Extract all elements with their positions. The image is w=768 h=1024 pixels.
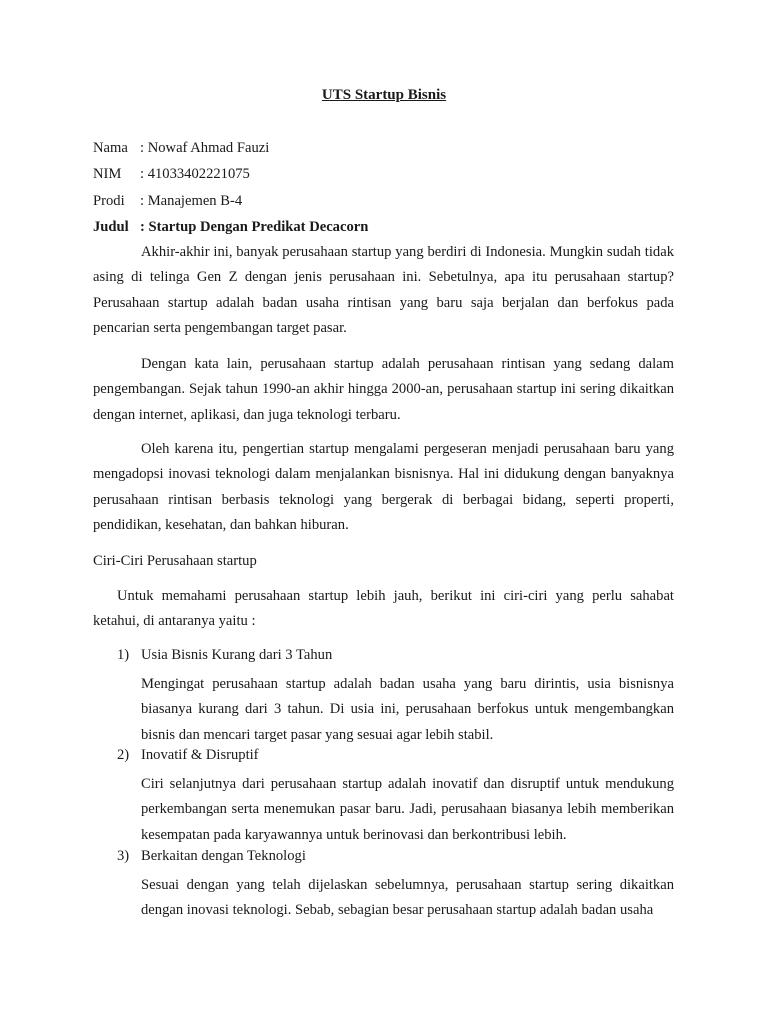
meta-value: : Startup Dengan Predikat Decacorn — [140, 219, 369, 235]
list-item-heading: Usia Bisnis Kurang dari 3 Tahun — [141, 647, 333, 663]
meta-row-prodi — [93, 193, 693, 210]
body-paragraph-1: Akhir-akhir ini, banyak perusahaan startup yang berdiri di Indonesia. Mungkin sudah tidak asing di telinga Gen Z dengan jenis perusahaan ini. Sebetulnya, apa itu perusahaan startup? Perusahaan startup adalah badan usaha rintisan yang baru saja berjalan dan berfokus pada pencarian serta pengembangan target pasar. — [93, 244, 674, 336]
meta-label: Nama — [93, 140, 128, 156]
section-intro: Untuk memahami perusahaan startup lebih jauh, berikut ini ciri-ciri yang perlu sahabat ketahui, di antaranya yaitu : — [93, 588, 674, 629]
meta-value: : Manajemen B-4 — [140, 193, 243, 209]
list-item-body: Sesuai dengan yang telah dijelaskan sebelumnya, perusahaan startup sering dikaitkan dengan inovasi teknologi. Sebab, sebagian besar perusahaan startup adalah badan usaha — [141, 877, 674, 919]
meta-row-nama — [93, 140, 693, 157]
list-item-body: Mengingat perusahaan startup adalah badan usaha yang baru dirintis, usia bisnisnya biasanya kurang dari 3 tahun. Di usia ini, perusahaan berfokus untuk mengembangkan bisnis dan mencari target pasar yang sesuai agar lebih stabil. — [141, 676, 674, 743]
meta-row-nim — [93, 166, 693, 183]
list-item-heading: Berkaitan dengan Teknologi — [141, 848, 306, 864]
list-item-body: Ciri selanjutnya dari perusahaan startup adalah inovatif dan disruptif untuk mendukung perkembangan serta menemukan pasar baru. Jadi, perusahaan biasanya lebih memberikan kesempatan pada karyawannya untuk berinovasi dan berkontribusi lebih. — [141, 776, 674, 843]
meta-label: Judul — [93, 219, 129, 235]
meta-label: Prodi — [93, 193, 125, 209]
section-heading: Ciri-Ciri Perusahaan startup — [93, 553, 257, 569]
meta-row-judul — [93, 219, 693, 236]
list-item-number: 1) — [117, 647, 130, 663]
meta-label: NIM — [93, 166, 122, 182]
list-item-number: 3) — [117, 848, 130, 864]
list-item-number: 2) — [117, 747, 130, 763]
body-paragraph-3: Oleh karena itu, pengertian startup mengalami pergeseran menjadi perusahaan baru yang mengadopsi inovasi teknologi dalam menjalankan bisnisnya. Hal ini didukung dengan banyaknya perusahaan rintisan berbasis teknologi yang bergerak di berbagai bidang, seperti properti, pendidikan, kesehatan, dan bahkan hiburan. — [93, 441, 674, 533]
list-item-heading: Inovatif & Disruptif — [141, 747, 259, 763]
meta-value: : Nowaf Ahmad Fauzi — [140, 140, 270, 156]
document-title: UTS Startup Bisnis — [321, 87, 447, 103]
meta-value: : 41033402221075 — [140, 166, 250, 182]
body-paragraph-2: Dengan kata lain, perusahaan startup adalah perusahaan rintisan yang sedang dalam pengembangan. Sejak tahun 1990-an akhir hingga 2000-an, perusahaan startup ini sering dikaitkan dengan internet, aplikasi, dan juga teknologi terbaru. — [93, 356, 674, 423]
